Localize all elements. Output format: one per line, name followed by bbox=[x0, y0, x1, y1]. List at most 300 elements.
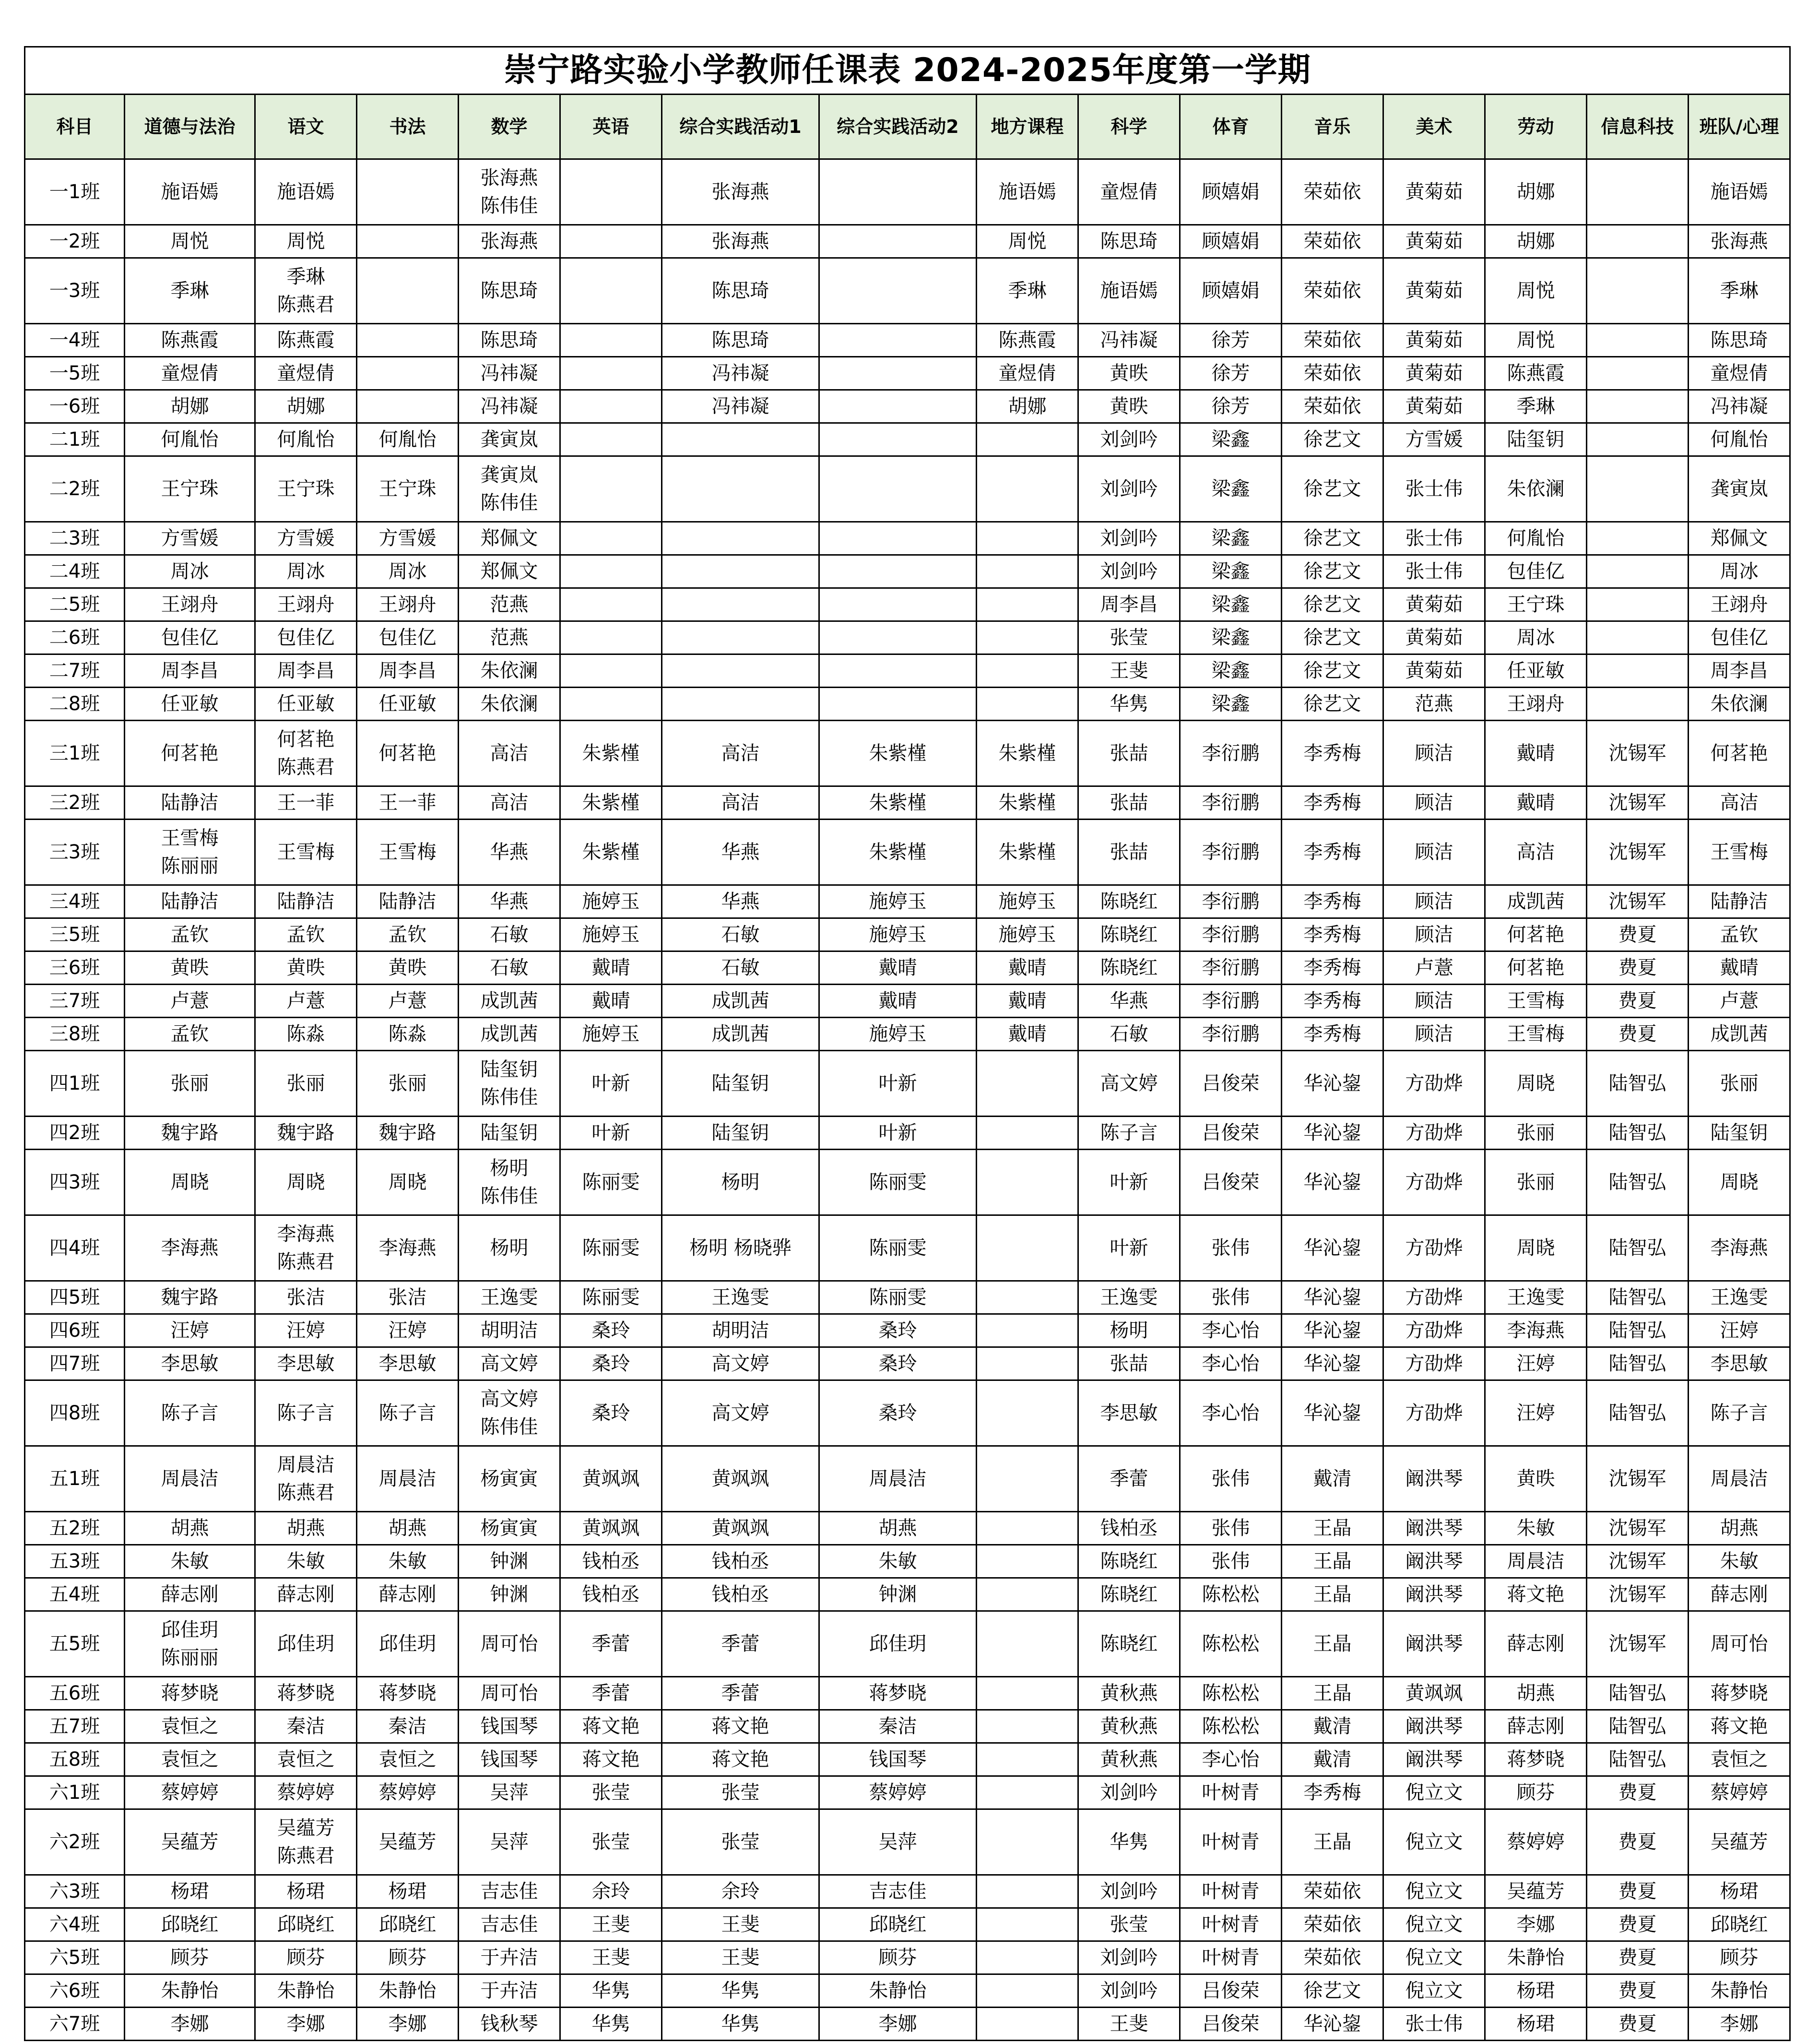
teacher-cell: 顾洁 bbox=[1383, 721, 1485, 786]
teacher-cell: 王晶 bbox=[1282, 1578, 1383, 1611]
teacher-cell: 徐艺文 bbox=[1282, 555, 1383, 588]
class-name-cell: 六7班 bbox=[25, 2008, 125, 2041]
teacher-cell: 荣茹依 bbox=[1282, 324, 1383, 357]
teacher-cell: 杨明 bbox=[1078, 1314, 1180, 1347]
teacher-cell: 成凯茜 bbox=[1689, 1018, 1790, 1051]
teacher-cell: 魏宇路 bbox=[357, 1117, 459, 1150]
table-row bbox=[25, 721, 1790, 786]
teacher-cell: 张士伟 bbox=[1383, 2008, 1485, 2041]
teacher-cell: 范燕 bbox=[459, 588, 560, 621]
table-row bbox=[25, 225, 1790, 258]
teacher-cell: 梁鑫 bbox=[1180, 654, 1282, 688]
teacher-cell: 顾洁 bbox=[1383, 1018, 1485, 1051]
teacher-cell: 徐艺文 bbox=[1282, 522, 1383, 555]
table-row bbox=[25, 820, 1790, 885]
teacher-cell: 钱柏丞 bbox=[662, 1578, 819, 1611]
teacher-cell: 周晓 bbox=[357, 1150, 459, 1215]
teacher-cell bbox=[977, 1446, 1078, 1512]
teacher-cell: 包佳亿 bbox=[357, 621, 459, 654]
teacher-cell: 桑玲 bbox=[819, 1347, 977, 1380]
teacher-cell: 方劭烨 bbox=[1383, 1150, 1485, 1215]
teacher-cell: 黄飒飒 bbox=[662, 1446, 819, 1512]
teacher-cell: 杨珺 bbox=[255, 1875, 357, 1908]
teacher-cell: 梁鑫 bbox=[1180, 456, 1282, 522]
class-name-cell: 一3班 bbox=[25, 258, 125, 324]
teacher-cell: 费夏 bbox=[1587, 2008, 1689, 2041]
teacher-cell: 梁鑫 bbox=[1180, 688, 1282, 721]
table-row bbox=[25, 1281, 1790, 1314]
teacher-name-line: 陈伟佳 bbox=[480, 492, 538, 514]
teacher-cell: 吴蕴芳 bbox=[357, 1809, 459, 1875]
teacher-cell: 朱紫槿 bbox=[977, 721, 1078, 786]
teacher-cell: 袁恒之 bbox=[357, 1743, 459, 1776]
teacher-cell: 何茗艳 bbox=[125, 721, 255, 786]
teacher-cell bbox=[977, 1875, 1078, 1908]
teacher-cell bbox=[255, 721, 357, 786]
teacher-cell: 蒋文艳 bbox=[662, 1710, 819, 1743]
teacher-cell: 沈锡军 bbox=[1587, 1512, 1689, 1545]
teacher-cell: 陆智弘 bbox=[1587, 1215, 1689, 1281]
table-row bbox=[25, 1117, 1790, 1150]
teacher-cell: 周悦 bbox=[1485, 324, 1587, 357]
column-header: 书法 bbox=[357, 95, 459, 159]
teacher-cell: 何茗艳 bbox=[1485, 918, 1587, 951]
teacher-cell: 李秀梅 bbox=[1282, 820, 1383, 885]
table-row bbox=[25, 1677, 1790, 1710]
teacher-cell: 叶新 bbox=[1078, 1150, 1180, 1215]
teacher-cell: 周晓 bbox=[255, 1150, 357, 1215]
teacher-cell bbox=[662, 588, 819, 621]
table-row bbox=[25, 1710, 1790, 1743]
teacher-cell: 王晶 bbox=[1282, 1545, 1383, 1578]
teacher-cell: 何胤怡 bbox=[1689, 423, 1790, 456]
class-name-cell: 三5班 bbox=[25, 918, 125, 951]
class-name-cell: 二5班 bbox=[25, 588, 125, 621]
teacher-name-line: 龚寅岚 bbox=[480, 464, 538, 486]
class-name-cell: 一2班 bbox=[25, 225, 125, 258]
teacher-cell bbox=[560, 522, 662, 555]
teacher-cell: 叶新 bbox=[1078, 1215, 1180, 1281]
teacher-cell: 顾芬 bbox=[1485, 1776, 1587, 1809]
teacher-cell: 陈晓红 bbox=[1078, 1545, 1180, 1578]
teacher-cell: 陈子言 bbox=[255, 1380, 357, 1446]
class-name-cell: 三3班 bbox=[25, 820, 125, 885]
teacher-cell: 李娜 bbox=[1689, 2008, 1790, 2041]
class-name-cell: 四2班 bbox=[25, 1117, 125, 1150]
teacher-cell: 叶树青 bbox=[1180, 1941, 1282, 1974]
teacher-cell: 王翊舟 bbox=[1485, 688, 1587, 721]
class-name-cell: 五2班 bbox=[25, 1512, 125, 1545]
teacher-cell: 徐艺文 bbox=[1282, 688, 1383, 721]
teacher-cell: 桑玲 bbox=[560, 1380, 662, 1446]
table-row bbox=[25, 1314, 1790, 1347]
teacher-cell: 于卉洁 bbox=[459, 1974, 560, 2008]
teacher-cell: 徐艺文 bbox=[1282, 1974, 1383, 2008]
teacher-cell bbox=[977, 423, 1078, 456]
teacher-timetable bbox=[24, 46, 1791, 2041]
teacher-cell: 任亚敏 bbox=[255, 688, 357, 721]
teacher-cell: 施婷玉 bbox=[977, 885, 1078, 918]
column-header: 科目 bbox=[25, 95, 125, 159]
teacher-cell: 周冰 bbox=[357, 555, 459, 588]
column-header: 综合实践活动1 bbox=[662, 95, 819, 159]
teacher-cell: 刘剑吟 bbox=[1078, 456, 1180, 522]
teacher-cell: 华沁鋆 bbox=[1282, 1314, 1383, 1347]
header-row bbox=[25, 95, 1790, 159]
teacher-cell: 顾洁 bbox=[1383, 985, 1485, 1018]
teacher-cell: 顾洁 bbox=[1383, 885, 1485, 918]
teacher-cell: 华沁鋆 bbox=[1282, 1051, 1383, 1117]
teacher-cell: 周可怡 bbox=[459, 1677, 560, 1710]
table-row bbox=[25, 1875, 1790, 1908]
table-row bbox=[25, 1545, 1790, 1578]
teacher-cell: 朱敏 bbox=[1689, 1545, 1790, 1578]
teacher-cell: 朱依澜 bbox=[459, 654, 560, 688]
teacher-cell: 戴晴 bbox=[819, 985, 977, 1018]
table-row bbox=[25, 621, 1790, 654]
teacher-cell: 秦洁 bbox=[255, 1710, 357, 1743]
teacher-cell: 戴晴 bbox=[819, 951, 977, 985]
teacher-cell: 朱依澜 bbox=[1689, 688, 1790, 721]
teacher-cell: 李娜 bbox=[255, 2008, 357, 2041]
teacher-cell: 魏宇路 bbox=[125, 1281, 255, 1314]
teacher-cell bbox=[977, 1611, 1078, 1677]
teacher-cell: 方劭烨 bbox=[1383, 1051, 1485, 1117]
teacher-cell: 李衍鹏 bbox=[1180, 820, 1282, 885]
teacher-cell: 周晓 bbox=[1485, 1215, 1587, 1281]
teacher-cell: 陈燕霞 bbox=[1485, 357, 1587, 390]
teacher-cell: 华隽 bbox=[1078, 688, 1180, 721]
teacher-cell: 周李昌 bbox=[1689, 654, 1790, 688]
teacher-cell: 张士伟 bbox=[1383, 555, 1485, 588]
teacher-cell bbox=[819, 588, 977, 621]
teacher-cell: 周李昌 bbox=[1078, 588, 1180, 621]
class-name-cell: 三8班 bbox=[25, 1018, 125, 1051]
teacher-cell: 阚洪琴 bbox=[1383, 1578, 1485, 1611]
teacher-cell: 童煜倩 bbox=[125, 357, 255, 390]
teacher-cell: 冯祎凝 bbox=[459, 357, 560, 390]
teacher-cell: 陆玺钥 bbox=[1689, 1117, 1790, 1150]
teacher-cell bbox=[819, 555, 977, 588]
teacher-cell: 刘剑吟 bbox=[1078, 1875, 1180, 1908]
teacher-cell: 陈松松 bbox=[1180, 1677, 1282, 1710]
teacher-cell: 陆智弘 bbox=[1587, 1117, 1689, 1150]
teacher-cell: 阚洪琴 bbox=[1383, 1743, 1485, 1776]
teacher-cell: 孟钦 bbox=[357, 918, 459, 951]
teacher-cell: 顾芬 bbox=[125, 1941, 255, 1974]
teacher-cell: 黄秋燕 bbox=[1078, 1743, 1180, 1776]
teacher-cell: 张伟 bbox=[1180, 1446, 1282, 1512]
teacher-cell: 华隽 bbox=[560, 2008, 662, 2041]
teacher-cell: 余玲 bbox=[662, 1875, 819, 1908]
teacher-cell: 朱敏 bbox=[819, 1545, 977, 1578]
teacher-cell: 周晨洁 bbox=[819, 1446, 977, 1512]
column-header: 英语 bbox=[560, 95, 662, 159]
teacher-cell: 邱晓红 bbox=[357, 1908, 459, 1941]
teacher-cell: 荣茹依 bbox=[1282, 1941, 1383, 1974]
teacher-cell: 黄昳 bbox=[1078, 390, 1180, 423]
teacher-cell: 费夏 bbox=[1587, 1809, 1689, 1875]
teacher-cell: 蔡婷婷 bbox=[357, 1776, 459, 1809]
teacher-cell: 陆玺钥 bbox=[662, 1117, 819, 1150]
teacher-cell: 周悦 bbox=[125, 225, 255, 258]
teacher-cell: 王逸雯 bbox=[1689, 1281, 1790, 1314]
teacher-cell bbox=[977, 2008, 1078, 2041]
teacher-cell: 李衍鹏 bbox=[1180, 1018, 1282, 1051]
teacher-cell: 黄菊茹 bbox=[1383, 159, 1485, 225]
teacher-cell: 何胤怡 bbox=[255, 423, 357, 456]
teacher-cell: 陈晓红 bbox=[1078, 951, 1180, 985]
teacher-cell: 王翊舟 bbox=[255, 588, 357, 621]
teacher-cell: 徐艺文 bbox=[1282, 423, 1383, 456]
teacher-cell: 施婷玉 bbox=[819, 1018, 977, 1051]
teacher-cell bbox=[1587, 357, 1689, 390]
teacher-cell: 朱紫槿 bbox=[560, 786, 662, 820]
teacher-cell bbox=[662, 423, 819, 456]
teacher-cell: 陆智弘 bbox=[1587, 1380, 1689, 1446]
class-name-cell: 四3班 bbox=[25, 1150, 125, 1215]
teacher-name-line: 陈伟佳 bbox=[480, 195, 538, 217]
teacher-cell: 黄菊茹 bbox=[1383, 225, 1485, 258]
teacher-cell: 周晓 bbox=[1485, 1051, 1587, 1117]
teacher-cell: 魏宇路 bbox=[125, 1117, 255, 1150]
teacher-cell bbox=[977, 588, 1078, 621]
teacher-cell bbox=[1587, 225, 1689, 258]
teacher-cell: 叶新 bbox=[819, 1051, 977, 1117]
teacher-cell: 邱晓红 bbox=[255, 1908, 357, 1941]
teacher-cell: 周冰 bbox=[1485, 621, 1587, 654]
table-row bbox=[25, 423, 1790, 456]
teacher-cell bbox=[560, 159, 662, 225]
class-name-cell: 六3班 bbox=[25, 1875, 125, 1908]
teacher-cell: 钟渊 bbox=[459, 1545, 560, 1578]
teacher-cell: 顾芬 bbox=[1689, 1941, 1790, 1974]
teacher-cell: 桑玲 bbox=[819, 1380, 977, 1446]
teacher-cell: 任亚敏 bbox=[1485, 654, 1587, 688]
table-row bbox=[25, 588, 1790, 621]
teacher-cell: 华沁鋆 bbox=[1282, 1117, 1383, 1150]
teacher-cell: 李衍鹏 bbox=[1180, 985, 1282, 1018]
teacher-cell: 卢薏 bbox=[357, 985, 459, 1018]
table-row bbox=[25, 1578, 1790, 1611]
teacher-cell: 陆智弘 bbox=[1587, 1314, 1689, 1347]
teacher-cell: 沈锡军 bbox=[1587, 1446, 1689, 1512]
teacher-cell: 陈燕霞 bbox=[977, 324, 1078, 357]
class-name-cell: 五3班 bbox=[25, 1545, 125, 1578]
teacher-name-line: 邱佳玥 bbox=[161, 1619, 219, 1641]
teacher-cell: 倪立文 bbox=[1383, 1908, 1485, 1941]
column-header: 体育 bbox=[1180, 95, 1282, 159]
teacher-cell: 张喆 bbox=[1078, 786, 1180, 820]
teacher-cell: 季琳 bbox=[1689, 258, 1790, 324]
teacher-cell: 沈锡军 bbox=[1587, 820, 1689, 885]
teacher-cell bbox=[1587, 324, 1689, 357]
teacher-cell: 邱晓红 bbox=[125, 1908, 255, 1941]
teacher-cell: 张海燕 bbox=[1689, 225, 1790, 258]
teacher-cell: 陆静洁 bbox=[125, 885, 255, 918]
class-name-cell: 六2班 bbox=[25, 1809, 125, 1875]
teacher-cell bbox=[819, 654, 977, 688]
teacher-cell: 王雪梅 bbox=[255, 820, 357, 885]
teacher-cell: 方雪媛 bbox=[1383, 423, 1485, 456]
teacher-cell: 胡燕 bbox=[1689, 1512, 1790, 1545]
column-header: 科学 bbox=[1078, 95, 1180, 159]
teacher-cell: 李海燕 bbox=[357, 1215, 459, 1281]
teacher-cell: 顾洁 bbox=[1383, 820, 1485, 885]
teacher-cell: 李秀梅 bbox=[1282, 786, 1383, 820]
teacher-cell bbox=[1587, 688, 1689, 721]
teacher-cell bbox=[560, 654, 662, 688]
table-row bbox=[25, 1776, 1790, 1809]
teacher-cell bbox=[819, 258, 977, 324]
teacher-cell: 黄菊茹 bbox=[1383, 357, 1485, 390]
teacher-cell bbox=[1587, 654, 1689, 688]
teacher-cell: 胡燕 bbox=[357, 1512, 459, 1545]
teacher-cell: 朱紫槿 bbox=[977, 786, 1078, 820]
teacher-cell: 黄菊茹 bbox=[1383, 654, 1485, 688]
teacher-cell: 朱紫槿 bbox=[819, 820, 977, 885]
teacher-cell: 钱柏丞 bbox=[1078, 1512, 1180, 1545]
teacher-cell: 陈晓红 bbox=[1078, 918, 1180, 951]
table-row bbox=[25, 456, 1790, 522]
teacher-cell bbox=[662, 688, 819, 721]
page-title: 崇宁路实验小学教师任课表 2024-2025年度第一学期 bbox=[25, 47, 1790, 95]
teacher-cell: 顾芬 bbox=[819, 1941, 977, 1974]
teacher-cell: 李衍鹏 bbox=[1180, 786, 1282, 820]
teacher-cell: 徐芳 bbox=[1180, 357, 1282, 390]
teacher-cell: 秦洁 bbox=[819, 1710, 977, 1743]
teacher-cell: 陆智弘 bbox=[1587, 1710, 1689, 1743]
teacher-cell: 朱静怡 bbox=[125, 1974, 255, 2008]
teacher-cell bbox=[255, 1215, 357, 1281]
teacher-cell bbox=[977, 1150, 1078, 1215]
teacher-cell: 蔡婷婷 bbox=[1689, 1776, 1790, 1809]
teacher-cell: 黄菊茹 bbox=[1383, 258, 1485, 324]
teacher-cell: 邱佳玥 bbox=[255, 1611, 357, 1677]
teacher-cell: 吕俊荣 bbox=[1180, 1150, 1282, 1215]
teacher-cell: 杨明 杨晓骅 bbox=[662, 1215, 819, 1281]
teacher-cell: 李海燕 bbox=[125, 1215, 255, 1281]
teacher-cell: 朱紫槿 bbox=[819, 721, 977, 786]
table-row bbox=[25, 688, 1790, 721]
teacher-cell: 周李昌 bbox=[255, 654, 357, 688]
teacher-cell bbox=[255, 258, 357, 324]
teacher-cell: 张莹 bbox=[662, 1809, 819, 1875]
teacher-cell: 王晶 bbox=[1282, 1512, 1383, 1545]
teacher-cell bbox=[1587, 456, 1689, 522]
teacher-cell: 胡燕 bbox=[125, 1512, 255, 1545]
class-name-cell: 五8班 bbox=[25, 1743, 125, 1776]
teacher-cell bbox=[819, 522, 977, 555]
teacher-cell: 施婷玉 bbox=[560, 885, 662, 918]
teacher-cell: 陈子言 bbox=[125, 1380, 255, 1446]
teacher-cell: 陆智弘 bbox=[1587, 1051, 1689, 1117]
teacher-cell: 费夏 bbox=[1587, 1974, 1689, 2008]
teacher-cell: 张喆 bbox=[1078, 820, 1180, 885]
teacher-cell: 李衍鹏 bbox=[1180, 951, 1282, 985]
class-name-cell: 三6班 bbox=[25, 951, 125, 985]
teacher-cell: 汪婷 bbox=[125, 1314, 255, 1347]
teacher-cell: 吉志佳 bbox=[459, 1875, 560, 1908]
teacher-cell bbox=[560, 225, 662, 258]
teacher-cell bbox=[560, 423, 662, 456]
teacher-cell: 方雪媛 bbox=[357, 522, 459, 555]
teacher-name-line: 陈伟佳 bbox=[480, 1086, 538, 1108]
teacher-cell: 陈丽雯 bbox=[819, 1150, 977, 1215]
teacher-cell: 汪婷 bbox=[357, 1314, 459, 1347]
teacher-cell: 华沁鋆 bbox=[1282, 1150, 1383, 1215]
teacher-cell: 王宁珠 bbox=[255, 456, 357, 522]
teacher-cell: 黄飒飒 bbox=[560, 1446, 662, 1512]
teacher-cell: 顾嬉娟 bbox=[1180, 225, 1282, 258]
teacher-cell: 刘剑吟 bbox=[1078, 423, 1180, 456]
teacher-cell: 朱静怡 bbox=[819, 1974, 977, 2008]
teacher-cell: 黄飒飒 bbox=[1383, 1677, 1485, 1710]
teacher-cell: 周冰 bbox=[1689, 555, 1790, 588]
teacher-cell: 朱敏 bbox=[1485, 1512, 1587, 1545]
teacher-cell: 周晓 bbox=[125, 1150, 255, 1215]
table-row bbox=[25, 1809, 1790, 1875]
teacher-cell: 吉志佳 bbox=[459, 1908, 560, 1941]
teacher-cell: 戴晴 bbox=[560, 951, 662, 985]
teacher-cell: 华燕 bbox=[662, 820, 819, 885]
teacher-cell: 汪婷 bbox=[1485, 1380, 1587, 1446]
teacher-cell: 季蕾 bbox=[560, 1677, 662, 1710]
teacher-cell: 高洁 bbox=[459, 786, 560, 820]
teacher-cell: 徐芳 bbox=[1180, 390, 1282, 423]
teacher-cell: 龚寅岚 bbox=[459, 423, 560, 456]
teacher-cell: 华隽 bbox=[1078, 1809, 1180, 1875]
teacher-cell: 方雪媛 bbox=[125, 522, 255, 555]
class-name-cell: 二7班 bbox=[25, 654, 125, 688]
teacher-cell: 季蕾 bbox=[662, 1611, 819, 1677]
class-name-cell: 五7班 bbox=[25, 1710, 125, 1743]
teacher-cell: 包佳亿 bbox=[1485, 555, 1587, 588]
teacher-cell bbox=[125, 820, 255, 885]
teacher-cell: 蒋文艳 bbox=[1485, 1578, 1587, 1611]
teacher-cell: 倪立文 bbox=[1383, 1941, 1485, 1974]
teacher-cell: 成凯茜 bbox=[1485, 885, 1587, 918]
teacher-cell bbox=[977, 555, 1078, 588]
teacher-cell: 李心怡 bbox=[1180, 1380, 1282, 1446]
teacher-cell: 蔡婷婷 bbox=[255, 1776, 357, 1809]
teacher-cell: 杨珺 bbox=[1485, 1974, 1587, 2008]
teacher-cell: 李秀梅 bbox=[1282, 1018, 1383, 1051]
table-row bbox=[25, 1611, 1790, 1677]
teacher-cell: 李海燕 bbox=[1689, 1215, 1790, 1281]
teacher-cell: 李娜 bbox=[357, 2008, 459, 2041]
teacher-cell: 周悦 bbox=[1485, 258, 1587, 324]
teacher-cell: 胡燕 bbox=[819, 1512, 977, 1545]
teacher-cell: 陈思琦 bbox=[459, 258, 560, 324]
teacher-cell: 张洁 bbox=[357, 1281, 459, 1314]
table-row bbox=[25, 1446, 1790, 1512]
class-name-cell: 五1班 bbox=[25, 1446, 125, 1512]
teacher-cell: 陈思琦 bbox=[459, 324, 560, 357]
teacher-cell: 薛志刚 bbox=[1485, 1710, 1587, 1743]
teacher-cell: 黄菊茹 bbox=[1383, 588, 1485, 621]
teacher-cell: 沈锡军 bbox=[1587, 1578, 1689, 1611]
teacher-cell: 高洁 bbox=[662, 786, 819, 820]
teacher-cell: 施语嫣 bbox=[1078, 258, 1180, 324]
teacher-cell: 孟钦 bbox=[125, 918, 255, 951]
teacher-name-line: 王雪梅 bbox=[161, 827, 219, 849]
teacher-cell: 于卉洁 bbox=[459, 1941, 560, 1974]
teacher-cell: 施语嫣 bbox=[977, 159, 1078, 225]
table-row bbox=[25, 1051, 1790, 1117]
teacher-cell: 朱静怡 bbox=[255, 1974, 357, 2008]
teacher-cell: 陈思琦 bbox=[662, 258, 819, 324]
